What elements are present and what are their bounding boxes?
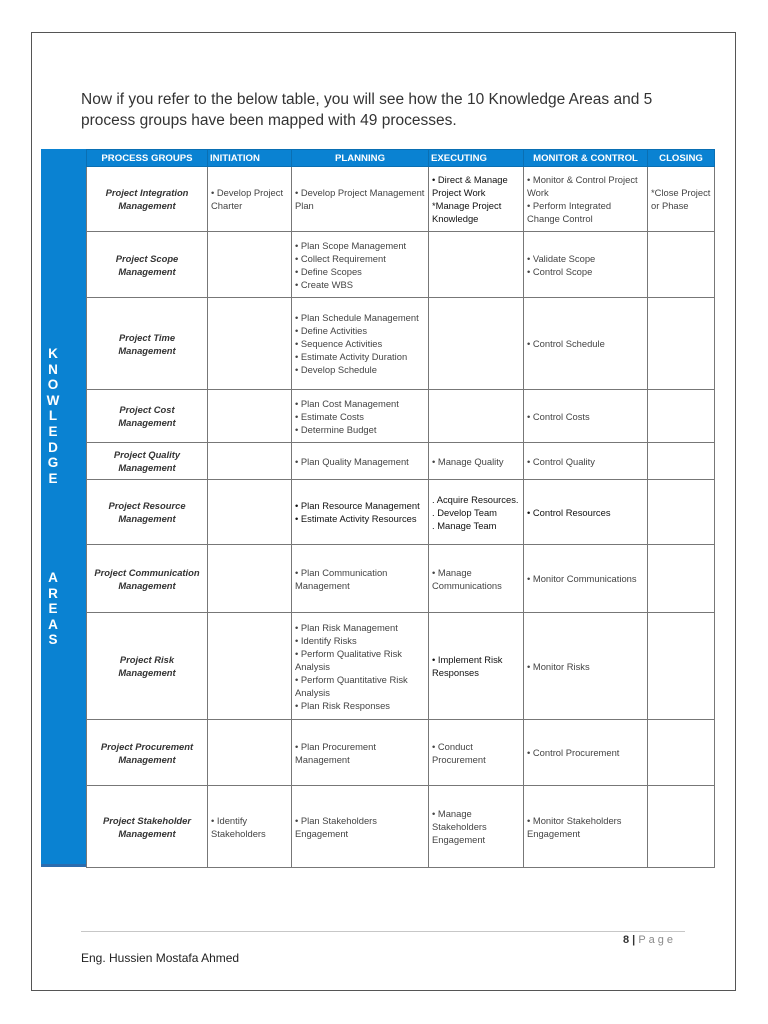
- cell-closing: [648, 720, 715, 786]
- side-label-letter: N: [48, 361, 58, 377]
- cell-monitor: [524, 298, 648, 390]
- cell-initiation: [208, 443, 292, 480]
- header-monitor-control: MONITOR & CONTROL: [524, 150, 648, 167]
- cell-initiation: [208, 298, 292, 390]
- process-item: • Develop Schedule: [295, 364, 377, 375]
- page-number-value: 8: [623, 934, 630, 946]
- process-item: • Perform Quantitative Risk Analysis: [295, 673, 408, 698]
- cell-planning: [292, 390, 429, 443]
- cell-executing: [429, 786, 524, 868]
- cell-initiation: [208, 167, 292, 232]
- cell-monitor: [524, 786, 648, 868]
- process-item: • Conduct Procurement: [432, 740, 486, 765]
- cell-planning: [292, 545, 429, 613]
- process-item: • Manage Quality: [432, 455, 504, 467]
- process-item: • Control Procurement: [527, 747, 620, 758]
- cell-closing: [648, 167, 715, 232]
- side-label-letter: E: [48, 470, 58, 486]
- process-item: • Plan Risk Responses: [295, 699, 390, 711]
- table-row: [87, 390, 715, 443]
- cell-monitor: [524, 720, 648, 786]
- process-item: • Develop Project Management Plan: [295, 187, 425, 211]
- process-item: • Plan Scope Management: [295, 239, 407, 251]
- cell-closing: [648, 298, 715, 390]
- cell-planning: [292, 232, 429, 298]
- knowledge-area-name: Project Integration Management: [87, 167, 208, 232]
- cell-initiation: [208, 480, 292, 545]
- cell-monitor: [524, 232, 648, 298]
- side-label-letter: A: [48, 616, 58, 632]
- process-item: • Estimate Activity Resources: [295, 513, 417, 524]
- process-item: • Control Scope: [527, 265, 593, 277]
- cell-planning: [292, 786, 429, 868]
- knowledge-area-name: Project Time Management: [87, 298, 208, 390]
- table-row: [87, 232, 715, 298]
- table-row: [87, 298, 715, 390]
- page-word: Page: [638, 934, 677, 946]
- page-number-separator: |: [629, 934, 639, 946]
- cell-monitor: [524, 545, 648, 613]
- process-item: • Monitor Risks: [527, 660, 590, 672]
- cell-executing: [429, 443, 524, 480]
- process-item: • Manage Communications: [432, 566, 502, 591]
- table-header-row: [87, 150, 715, 167]
- cell-executing: [429, 613, 524, 720]
- process-item: • Monitor Stakeholders Engagement: [527, 814, 622, 839]
- process-item: • Collect Requirement: [295, 252, 386, 264]
- process-item: • Plan Schedule Management: [295, 312, 419, 323]
- cell-closing: [648, 390, 715, 443]
- cell-executing: [429, 232, 524, 298]
- knowledge-areas-underline: [41, 864, 86, 867]
- process-item: • Control Schedule: [527, 338, 605, 349]
- cell-planning: [292, 298, 429, 390]
- side-label-letter: G: [47, 455, 59, 471]
- knowledge-area-name: Project Quality Management: [87, 443, 208, 480]
- side-label-letter: W: [46, 392, 60, 408]
- process-item: • Plan Risk Management: [295, 621, 398, 633]
- process-item: • Estimate Activity Duration: [295, 351, 408, 362]
- cell-executing: [429, 720, 524, 786]
- page-number: [623, 934, 676, 946]
- process-item: • Control Quality: [527, 455, 595, 467]
- table-row: [87, 443, 715, 480]
- process-item: • Create WBS: [295, 278, 353, 290]
- process-item: • Validate Scope: [527, 252, 596, 264]
- process-item: • Determine Budget: [295, 423, 377, 435]
- cell-initiation: [208, 232, 292, 298]
- process-item: • Define Scopes: [295, 265, 362, 277]
- cell-planning: [292, 613, 429, 720]
- cell-initiation: [208, 613, 292, 720]
- knowledge-area-name: Project Stakeholder Management: [87, 786, 208, 868]
- cell-planning: [292, 443, 429, 480]
- author-name: Eng. Hussien Mostafa Ahmed: [81, 951, 240, 965]
- cell-closing: [648, 613, 715, 720]
- table-row: [87, 167, 715, 232]
- process-item: • Monitor & Control Project Work: [527, 174, 638, 198]
- cell-monitor: [524, 443, 648, 480]
- side-label-letter: S: [48, 632, 58, 648]
- cell-monitor: [524, 390, 648, 443]
- process-item: • Develop Project Charter: [211, 187, 284, 211]
- cell-planning: [292, 720, 429, 786]
- process-item: • Plan Quality Management: [295, 455, 409, 467]
- cell-planning: [292, 167, 429, 232]
- process-item: • Sequence Activities: [295, 338, 383, 349]
- table-row: [87, 613, 715, 720]
- side-label-letter: A: [48, 570, 58, 585]
- cell-closing: [648, 480, 715, 545]
- cell-monitor: [524, 480, 648, 545]
- knowledge-area-name: Project Communication Management: [87, 545, 208, 613]
- process-item: • Estimate Costs: [295, 410, 364, 422]
- process-item: • Plan Cost Management: [295, 397, 399, 409]
- process-item: . Manage Team: [432, 519, 497, 531]
- side-label-letter: O: [47, 377, 59, 393]
- table-row: [87, 480, 715, 545]
- process-item: • Implement Risk Responses: [432, 654, 503, 678]
- knowledge-areas-vertical-label: [41, 149, 86, 864]
- cell-executing: [429, 390, 524, 443]
- table-row: [87, 786, 715, 868]
- process-item: • Plan Stakeholders Engagement: [295, 814, 377, 839]
- header-executing: EXECUTING: [429, 150, 524, 167]
- process-mapping-table: [86, 149, 715, 868]
- knowledge-area-name: Project Risk Management: [87, 613, 208, 720]
- process-item: • Plan Resource Management: [295, 500, 420, 511]
- process-item: . Develop Team: [432, 506, 497, 518]
- cell-initiation: [208, 390, 292, 443]
- process-item: • Perform Integrated Change Control: [527, 200, 612, 224]
- table-body: [87, 167, 715, 868]
- cell-executing: [429, 298, 524, 390]
- cell-closing: [648, 443, 715, 480]
- header-planning: PLANNING: [292, 150, 429, 167]
- knowledge-area-name: Project Procurement Management: [87, 720, 208, 786]
- process-item: • Monitor Communications: [527, 573, 637, 584]
- process-item: • Plan Communication Management: [295, 566, 388, 591]
- process-item: • Direct & Manage Project Work: [432, 174, 508, 198]
- cell-monitor: [524, 613, 648, 720]
- process-item: • Manage Stakeholders Engagement: [432, 808, 487, 845]
- process-item: *Close Project or Phase: [651, 187, 711, 211]
- header-process-groups: PROCESS GROUPS: [87, 150, 208, 167]
- cell-executing: [429, 167, 524, 232]
- intro-paragraph: Now if you refer to the below table, you will see how the 10 Knowledge Areas and 5 process groups have been mapped with 49 processes.: [81, 91, 653, 129]
- process-item: • Perform Qualitative Risk Analysis: [295, 647, 402, 672]
- table-row: [87, 720, 715, 786]
- footer-divider: [81, 931, 685, 932]
- side-label-letter: R: [48, 585, 58, 601]
- cell-initiation: [208, 720, 292, 786]
- header-closing: CLOSING: [648, 150, 715, 167]
- process-item: • Identify Stakeholders: [211, 814, 266, 839]
- cell-monitor: [524, 167, 648, 232]
- side-label-letter: D: [48, 439, 58, 455]
- side-label-letter: E: [48, 601, 58, 617]
- cell-closing: [648, 232, 715, 298]
- cell-planning: [292, 480, 429, 545]
- cell-initiation: [208, 786, 292, 868]
- side-label-letter: K: [48, 346, 58, 361]
- cell-closing: [648, 786, 715, 868]
- process-item: • Plan Procurement Management: [295, 740, 376, 765]
- knowledge-area-name: Project Cost Management: [87, 390, 208, 443]
- cell-initiation: [208, 545, 292, 613]
- table-row: [87, 545, 715, 613]
- header-initiation: INITIATION: [208, 150, 292, 167]
- cell-executing: [429, 480, 524, 545]
- process-item: • Control Resources: [527, 506, 611, 518]
- process-item: • Define Activities: [295, 325, 368, 336]
- knowledge-area-name: Project Scope Management: [87, 232, 208, 298]
- cell-executing: [429, 545, 524, 613]
- process-item: . Acquire Resources.: [432, 493, 519, 505]
- process-item: • Identify Risks: [295, 634, 357, 646]
- cell-closing: [648, 545, 715, 613]
- knowledge-area-name: Project Resource Management: [87, 480, 208, 545]
- process-item: • Control Costs: [527, 410, 590, 422]
- side-label-letter: L: [48, 408, 58, 424]
- side-label-letter: E: [48, 424, 58, 439]
- process-item: *Manage Project Knowledge: [432, 200, 502, 224]
